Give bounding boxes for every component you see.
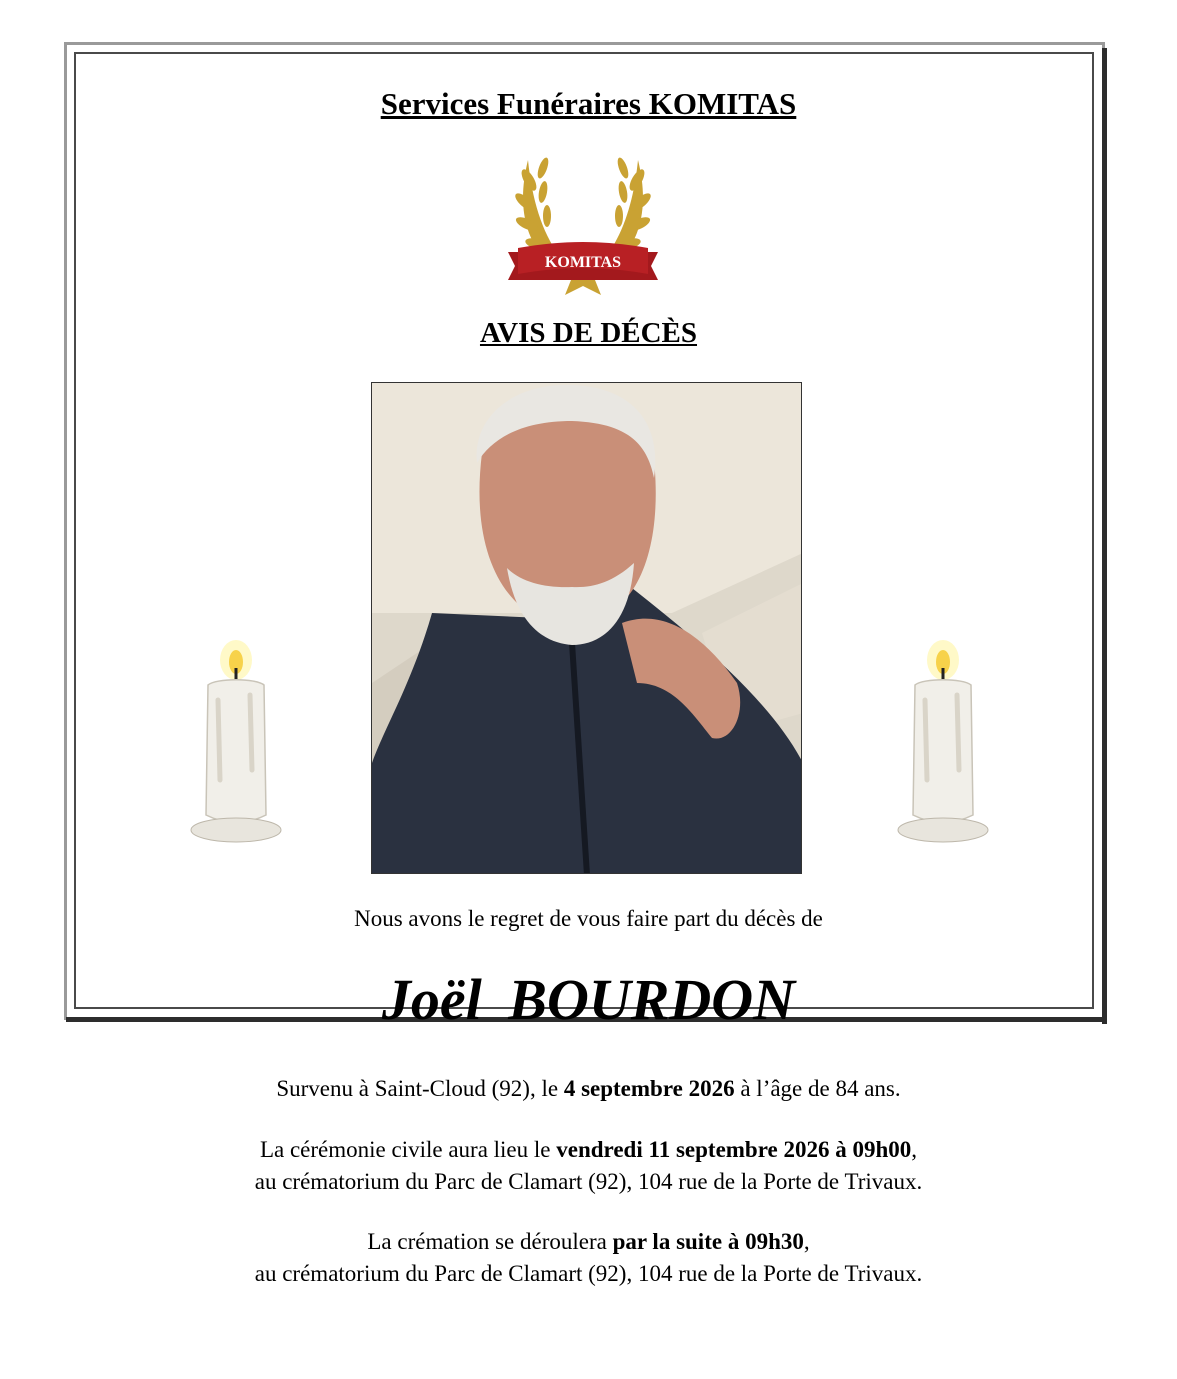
frame-shadow [1102,48,1107,1024]
ceremony-info [0,1134,1177,1198]
cremation-time: par la suite à 09h30 [612,1229,804,1254]
deceased-photo [371,382,802,874]
last-name: BOURDON [508,967,796,1032]
logo-text: KOMITAS [544,254,622,271]
ceremony-line [0,1134,1177,1166]
company-name: Services Funéraires KOMITAS [380,86,797,121]
intro-text: Nous avons le regret de vous faire part du décès de [354,906,823,931]
komitas-laurel-logo [503,140,663,300]
candle-right-icon [893,640,993,850]
death-prefix: Survenu à Saint-Cloud (92), le [276,1076,564,1101]
notice-title: AVIS DE DÉCÈS [479,317,698,349]
cremation-place: au crématorium du Parc de Clamart (92), 104 rue de la Porte de Trivaux. [254,1261,923,1286]
ceremony-place: au crématorium du Parc de Clamart (92), 104 rue de la Porte de Trivaux. [254,1169,923,1194]
cremation-prefix: La crémation se déroulera [367,1229,613,1254]
ceremony-suffix: , [911,1137,918,1162]
first-name: Joël [381,967,482,1032]
cremation-line [0,1226,1177,1258]
candle-left-icon [186,640,286,850]
ceremony-prefix: La cérémonie civile aura lieu le [259,1137,557,1162]
cremation-suffix: , [803,1229,810,1254]
ceremony-datetime: vendredi 11 septembre 2026 à 09h00 [556,1137,912,1162]
death-info [0,1073,1177,1105]
deceased-name [0,966,1177,1033]
death-date: 4 septembre 2026 [563,1076,735,1101]
cremation-info [0,1226,1177,1290]
death-suffix: à l’âge de 84 ans. [734,1076,901,1101]
